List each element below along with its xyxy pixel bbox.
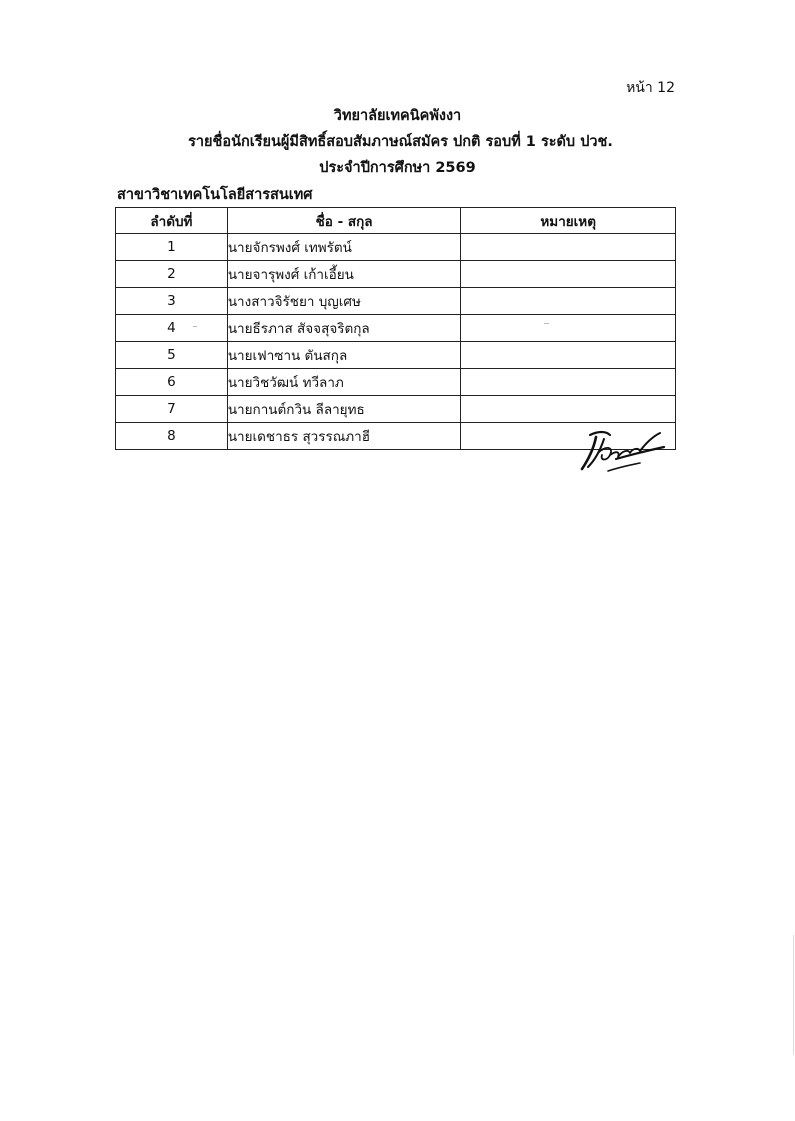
row-number: 7 bbox=[116, 396, 228, 423]
column-header-name: ชื่อ - สกุล bbox=[227, 208, 461, 234]
row-note bbox=[461, 288, 676, 315]
academic-year: ประจำปีการศึกษา 2569 bbox=[319, 160, 476, 176]
student-name: นางสาวจิรัชยา บุญเศษ bbox=[227, 288, 461, 315]
department-name: สาขาวิชาเทคโนโลยีสารสนเทศ bbox=[117, 187, 313, 203]
student-name: นายธีรภาส สัจจสุจริตกุล bbox=[227, 315, 461, 342]
row-number: 6 bbox=[116, 369, 228, 396]
document-header bbox=[0, 103, 795, 181]
handwritten-signature bbox=[572, 425, 667, 475]
row-note bbox=[461, 234, 676, 261]
column-header-note: หมายเหตุ bbox=[461, 208, 676, 234]
row-note bbox=[461, 369, 676, 396]
student-name: นายจารุพงศ์ เก้าเอี้ยน bbox=[227, 261, 461, 288]
document-title: รายชื่อนักเรียนผู้มีสิทธิ์สอบสัมภาษณ์สมัคร ปกติ รอบที่ 1 ระดับ ปวช. bbox=[188, 134, 613, 150]
student-name: นายจักรพงศ์ เทพรัตน์ bbox=[227, 234, 461, 261]
table-row bbox=[116, 288, 676, 315]
row-note bbox=[461, 261, 676, 288]
table-row bbox=[116, 396, 676, 423]
student-name: นายวิชวัฒน์ ทวีลาภ bbox=[227, 369, 461, 396]
student-name: นายเดชาธร สุวรรณภาฮี bbox=[227, 423, 461, 450]
table-row bbox=[116, 315, 676, 342]
row-note bbox=[461, 342, 676, 369]
row-number: 1 bbox=[116, 234, 228, 261]
row-number: 8 bbox=[116, 423, 228, 450]
college-name: วิทยาลัยเทคนิคพังงา bbox=[333, 108, 462, 124]
student-name: นายกานต์กวิน ลีลายุทธ bbox=[227, 396, 461, 423]
row-note bbox=[461, 396, 676, 423]
student-name: นายเฟาซาน ตันสกุล bbox=[227, 342, 461, 369]
table-header-row bbox=[116, 208, 676, 234]
table-row bbox=[116, 261, 676, 288]
table-row bbox=[116, 369, 676, 396]
row-number: 3 bbox=[116, 288, 228, 315]
row-note bbox=[461, 315, 676, 342]
table-row bbox=[116, 342, 676, 369]
row-number: 4 bbox=[116, 315, 228, 342]
table-row bbox=[116, 234, 676, 261]
column-header-number: ลำดับที่ bbox=[116, 208, 228, 234]
scan-mark bbox=[793, 935, 794, 1055]
scan-mark bbox=[544, 323, 549, 324]
student-table bbox=[115, 207, 676, 450]
scan-mark bbox=[193, 326, 197, 327]
row-number: 5 bbox=[116, 342, 228, 369]
page-number: หน้า 12 bbox=[626, 80, 675, 96]
row-number: 2 bbox=[116, 261, 228, 288]
